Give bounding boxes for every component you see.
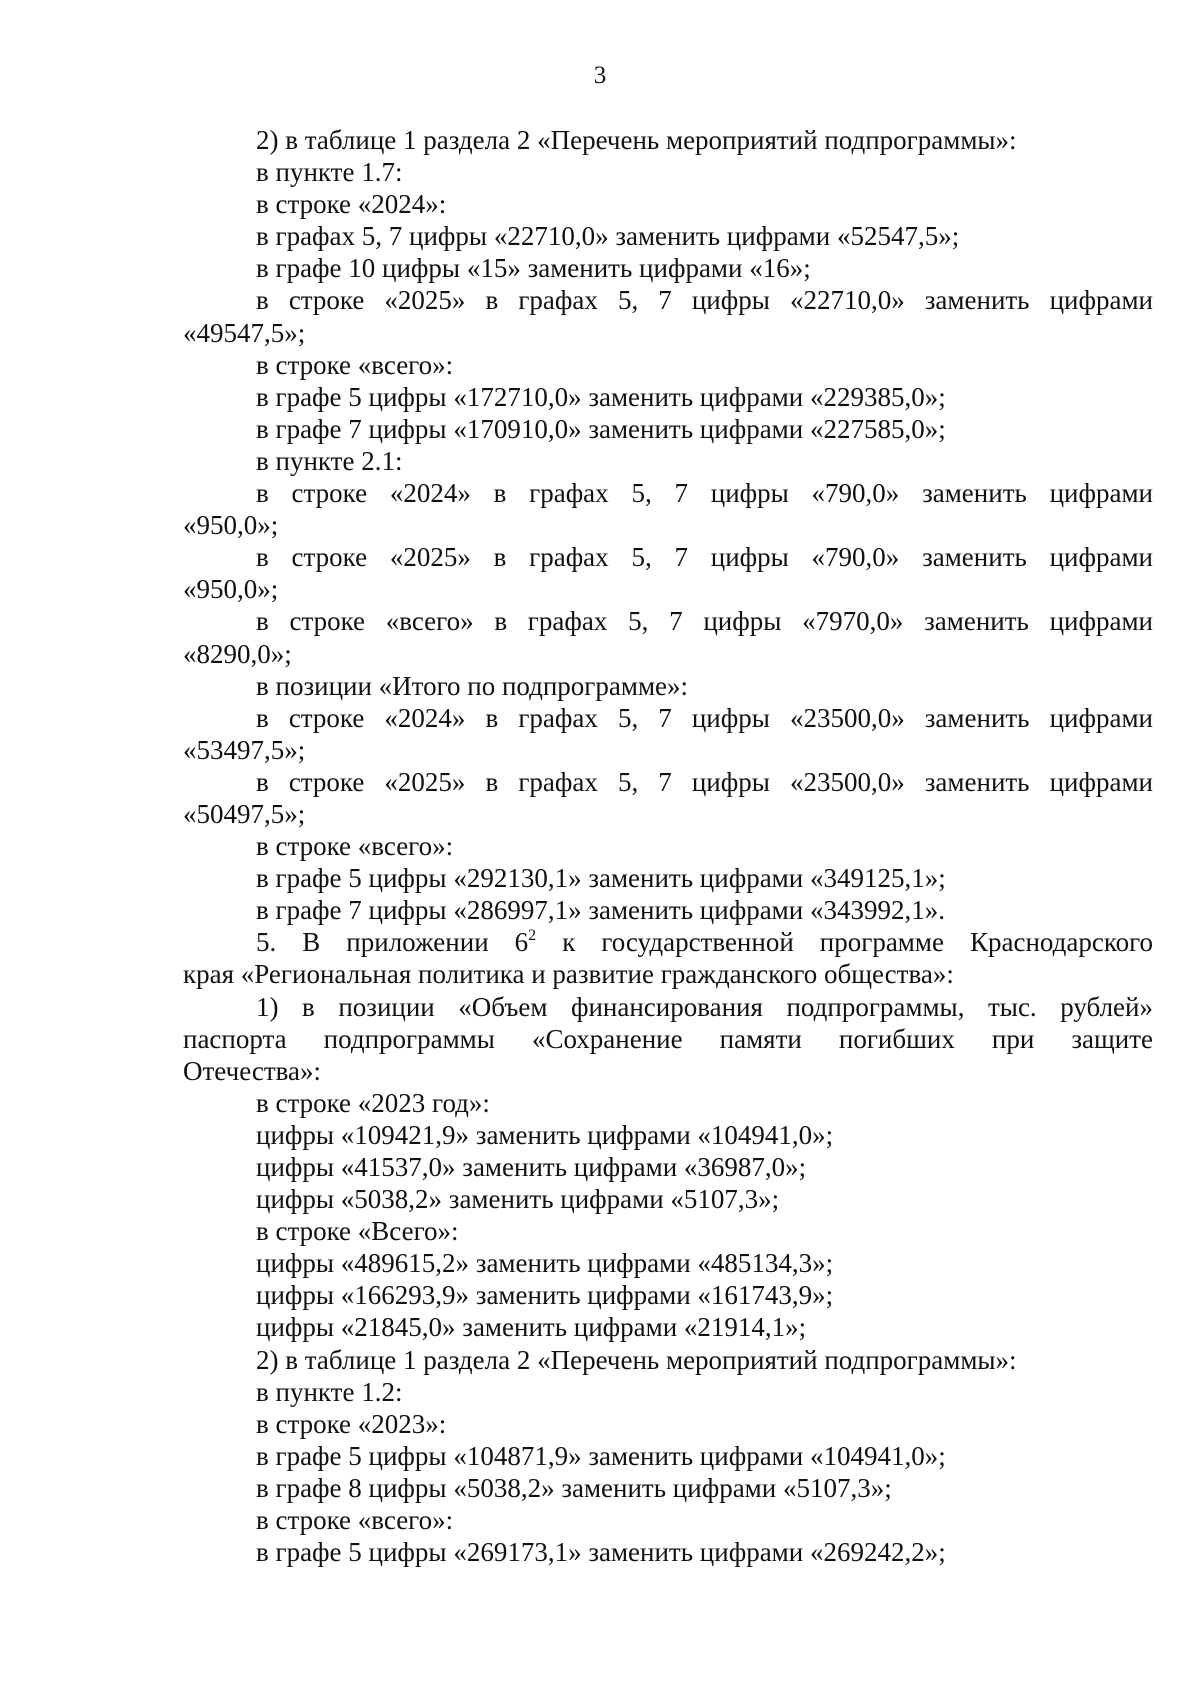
text-line: в строке «2024» в графах 5, 7 цифры «790,0» заменить цифрами bbox=[256, 478, 1153, 509]
text-line: в строке «всего»: bbox=[256, 831, 454, 862]
text-line: цифры «41537,0» заменить цифрами «36987,0»; bbox=[256, 1152, 807, 1182]
document-body bbox=[183, 124, 1153, 1568]
text-line bbox=[183, 926, 1153, 958]
text-line: 2) в таблице 1 раздела 2 «Перечень мероприятий подпрограммы»: bbox=[256, 1344, 1017, 1375]
text-line: Отечества»: bbox=[183, 1055, 322, 1086]
text-line: в строке «2023»: bbox=[256, 1408, 447, 1439]
text-line: в строке «Всего»: bbox=[256, 1216, 459, 1247]
text-line: в строке «2023 год»: bbox=[256, 1087, 490, 1118]
text-line: в строке «всего»: bbox=[256, 1505, 454, 1536]
text-line: края «Региональная политика и развитие гражданского общества»: bbox=[183, 959, 954, 990]
text-line: в строке «2024» в графах 5, 7 цифры «23500,0» заменить цифрами bbox=[256, 702, 1153, 733]
text-line: цифры «109421,9» заменить цифрами «104941,0»; bbox=[256, 1119, 834, 1150]
text-line: цифры «166293,9» заменить цифрами «161743,9»; bbox=[256, 1280, 834, 1311]
text-line: в пункте 1.2: bbox=[256, 1376, 403, 1407]
text-line: в графе 5 цифры «172710,0» заменить цифрами «229385,0»; bbox=[256, 381, 946, 412]
text-line: в графе 5 цифры «104871,9» заменить цифрами «104941,0»; bbox=[256, 1440, 946, 1471]
text-line: в графе 7 цифры «286997,1» заменить цифрами «343992,1». bbox=[256, 895, 945, 926]
text-line: «950,0»; bbox=[183, 574, 279, 605]
text-line: в графе 7 цифры «170910,0» заменить цифрами «227585,0»; bbox=[256, 413, 946, 444]
text-line: паспорта подпрограммы «Сохранение памяти погибших при защите bbox=[183, 1023, 1153, 1054]
text-line: в позиции «Итого по подпрограмме»: bbox=[256, 670, 689, 701]
text-line: в графе 5 цифры «292130,1» заменить цифрами «349125,1»; bbox=[256, 863, 946, 894]
text-line: «50497,5»; bbox=[183, 798, 306, 829]
text-line: в строке «всего» в графах 5, 7 цифры «7970,0» заменить цифрами bbox=[256, 606, 1153, 637]
text-line: цифры «489615,2» заменить цифрами «485134,3»; bbox=[256, 1248, 834, 1279]
text-line: 2) в таблице 1 раздела 2 «Перечень мероприятий подпрограммы»: bbox=[256, 125, 1017, 155]
page-number: 3 bbox=[593, 62, 607, 89]
superscript: 2 bbox=[528, 927, 537, 945]
text-line: цифры «21845,0» заменить цифрами «21914,1»; bbox=[256, 1312, 807, 1343]
text-line: в строке «всего»: bbox=[256, 349, 454, 380]
text-line: в строке «2025» в графах 5, 7 цифры «790,0» заменить цифрами bbox=[256, 542, 1153, 573]
text-line: «53497,5»; bbox=[183, 734, 306, 765]
text-line: в строке «2025» в графах 5, 7 цифры «22710,0» заменить цифрами bbox=[256, 285, 1153, 316]
text-line: в графе 8 цифры «5038,2» заменить цифрами «5107,3»; bbox=[256, 1472, 892, 1503]
text-line: цифры «5038,2» заменить цифрами «5107,3»; bbox=[256, 1184, 780, 1215]
text-line: в пункте 2.1: bbox=[256, 445, 403, 476]
text-line: «8290,0»; bbox=[183, 638, 292, 669]
text-line: «950,0»; bbox=[183, 510, 279, 541]
text-line: в графе 10 цифры «15» заменить цифрами «16»; bbox=[256, 253, 811, 284]
text-line: в графе 5 цифры «269173,1» заменить цифрами «269242,2»; bbox=[256, 1537, 946, 1568]
text-line: в графах 5, 7 цифры «22710,0» заменить цифрами «52547,5»; bbox=[256, 221, 960, 252]
text-segment: к государственной программе Краснодарского bbox=[536, 927, 1153, 958]
text-line: «49547,5»; bbox=[183, 317, 306, 348]
text-segment: 5. В приложении 6 bbox=[256, 927, 529, 958]
text-line: в строке «2025» в графах 5, 7 цифры «23500,0» заменить цифрами bbox=[256, 766, 1153, 797]
text-line: в строке «2024»: bbox=[256, 189, 447, 220]
text-line: 1) в позиции «Объем финансирования подпрограммы, тыс. рублей» bbox=[256, 991, 1153, 1022]
text-line: в пункте 1.7: bbox=[256, 157, 403, 188]
